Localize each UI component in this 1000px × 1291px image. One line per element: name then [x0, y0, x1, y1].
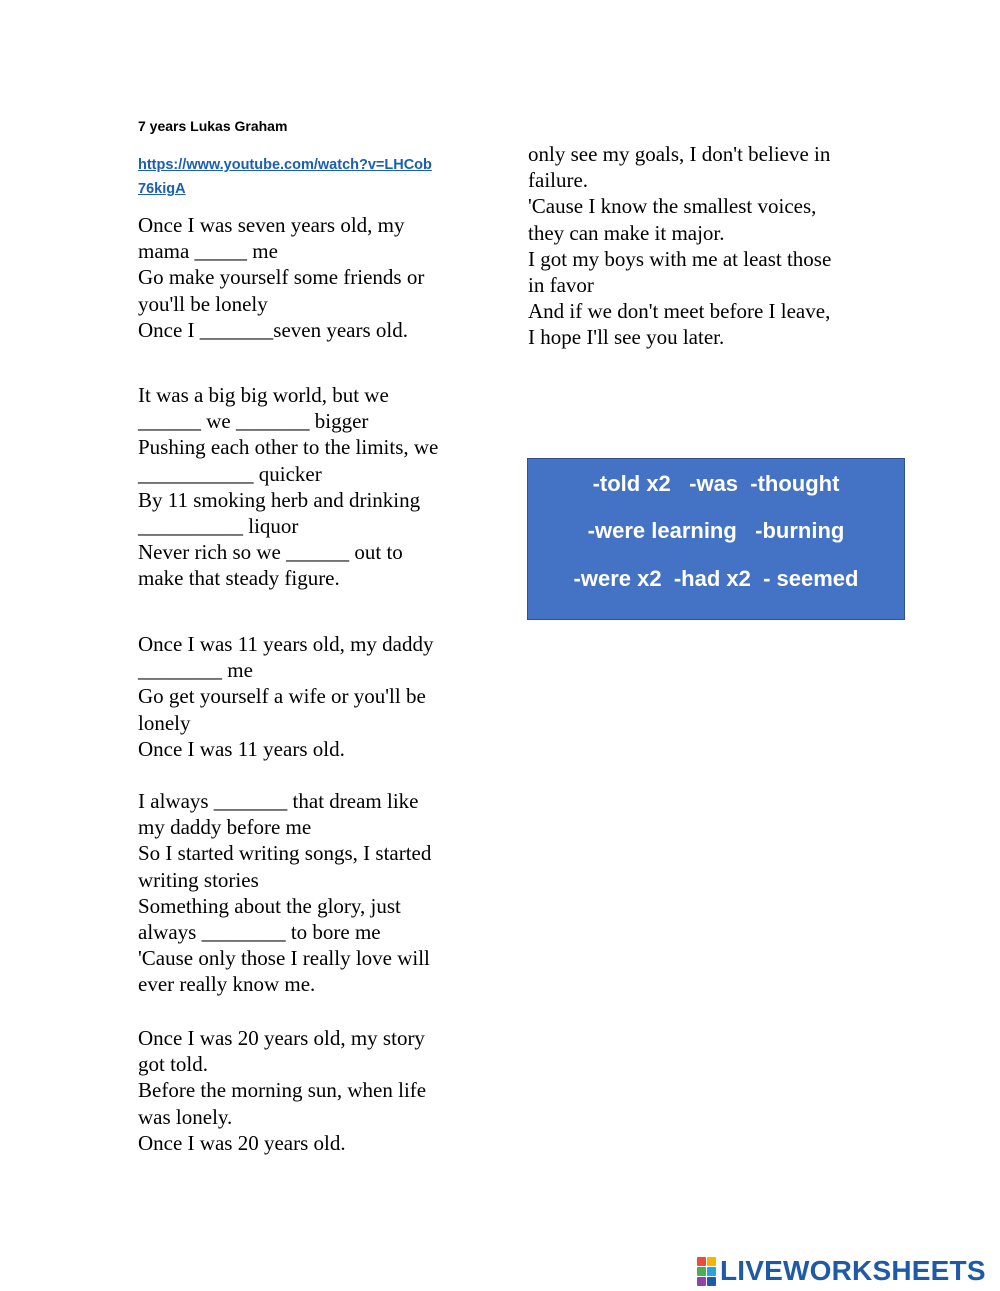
word-bank: [527, 458, 905, 620]
stanza-5: [138, 1025, 498, 1156]
lyric-line: only see my goals, I don't believe in: [528, 142, 831, 166]
logo-blocks-icon: [697, 1257, 716, 1286]
lyric-line: I always _______ that dream like: [138, 789, 419, 813]
lyric-line: 'Cause only those I really love will: [138, 946, 430, 971]
lyric-line: ______ we _______ bigger: [138, 409, 369, 434]
word-bank-line-3: -were x2 -had x2 - seemed: [573, 566, 859, 591]
lyric-line: ________ me: [138, 658, 253, 683]
lyric-line: And if we don't meet before I leave,: [528, 299, 831, 324]
word-bank-line-2: -were learning -burning: [587, 518, 845, 543]
lyric-line: Once I _______seven years old.: [138, 317, 409, 342]
lyric-line: Once I was seven years old, my: [138, 213, 405, 237]
lyric-line: in favor: [528, 273, 594, 298]
lyric-line: Never rich so we ______ out to: [138, 540, 403, 565]
liveworksheets-logo: [697, 1255, 986, 1287]
lyric-line: So I started writing songs, I started: [138, 841, 432, 866]
lyric-line: Once I was 20 years old, my story: [138, 1026, 425, 1050]
lyric-line: It was a big big world, but we: [138, 383, 389, 407]
stanza-3: [138, 631, 498, 762]
stanza-4: [138, 788, 498, 998]
lyric-line: 'Cause I know the smallest voices,: [528, 194, 817, 219]
stanza-6: [528, 141, 888, 351]
lyric-line: Go make yourself some friends or: [138, 265, 425, 290]
lyric-line: writing stories: [138, 867, 259, 892]
stanza-1: [138, 212, 498, 343]
lyric-line: I hope I'll see you later.: [528, 325, 725, 350]
lyric-line: ___________ quicker: [138, 461, 322, 486]
lyric-line: Go get yourself a wife or you'll be: [138, 684, 426, 709]
lyric-line: failure.: [528, 168, 589, 193]
lyric-line: mama _____ me: [138, 239, 278, 264]
lyric-line: was lonely.: [138, 1104, 233, 1129]
word-bank-line-1: -told x2 -was -thought: [592, 471, 840, 496]
lyric-line: Something about the glory, just: [138, 893, 401, 918]
lyric-line: ever really know me.: [138, 972, 316, 997]
lyric-line: always ________ to bore me: [138, 920, 381, 945]
lyric-line: lonely: [138, 710, 191, 735]
lyric-line: Once I was 11 years old.: [138, 736, 345, 761]
lyric-line: I got my boys with me at least those: [528, 246, 832, 271]
lyric-line: they can make it major.: [528, 220, 725, 245]
lyric-line: Once I was 11 years old, my daddy: [138, 632, 434, 656]
song-title: 7 years Lukas Graham: [138, 118, 288, 134]
lyric-line: got told.: [138, 1052, 209, 1077]
lyric-line: my daddy before me: [138, 815, 312, 840]
lyric-line: Once I was 20 years old.: [138, 1130, 346, 1155]
youtube-link-line-2[interactable]: 76kigA: [138, 181, 186, 197]
lyric-line: __________ liquor: [138, 514, 299, 539]
lyric-line: make that steady figure.: [138, 566, 340, 591]
youtube-link-line-1[interactable]: https://www.youtube.com/watch?v=LHCob: [138, 157, 432, 173]
lyric-line: By 11 smoking herb and drinking: [138, 487, 421, 512]
lyric-line: Before the morning sun, when life: [138, 1078, 427, 1103]
youtube-link[interactable]: [138, 153, 478, 201]
logo-text: LIVEWORKSHEETS: [720, 1255, 986, 1286]
lyric-line: you'll be lonely: [138, 291, 268, 316]
lyric-line: Pushing each other to the limits, we: [138, 435, 439, 460]
stanza-2: [138, 382, 498, 592]
